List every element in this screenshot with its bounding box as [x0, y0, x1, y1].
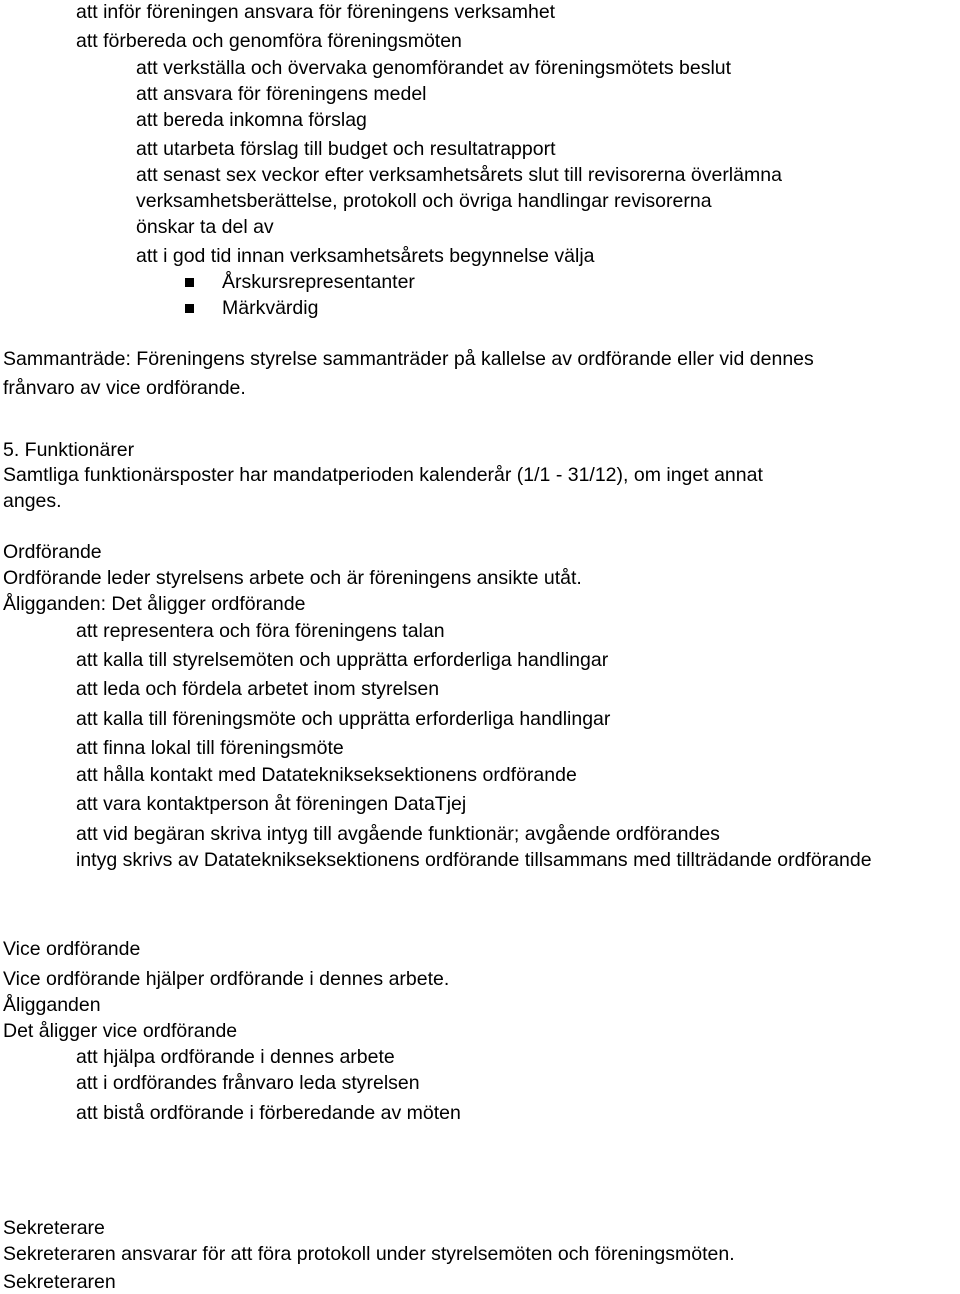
board-duty-line: att i god tid innan verksamhetsårets begynnelse välja: [136, 245, 595, 267]
board-duty-line: att förbereda och genomföra föreningsmöten: [76, 30, 462, 52]
chair-duty: att leda och fördela arbetet inom styrelsen: [76, 678, 440, 700]
secretary-description: Sekreteraren ansvarar för att föra protokoll under styrelsemöten och föreningsmöten.: [3, 1243, 735, 1265]
vice-duty: att hjälpa ordförande i dennes arbete: [76, 1046, 395, 1068]
chair-duty: att finna lokal till föreningsmöte: [76, 737, 344, 759]
secretary-next: Sekreteraren: [3, 1271, 116, 1293]
board-duty-line: att utarbeta förslag till budget och resultatrapport: [136, 138, 556, 160]
chair-duty: att representera och föra föreningens talan: [76, 620, 445, 642]
board-duty-line: att bereda inkomna förslag: [136, 109, 367, 131]
section-text: anges.: [3, 490, 62, 512]
board-duty-line: verksamhetsberättelse, protokoll och övriga handlingar revisorerna: [136, 190, 712, 212]
section-heading: 5. Funktionärer: [3, 439, 135, 461]
chair-duty: att kalla till styrelsemöten och upprätta erforderliga handlingar: [76, 649, 609, 671]
chair-duty: intyg skrivs av Datateknikseksektionens ordförande tillsammans med tillträdande ordförande: [76, 849, 872, 871]
secretary-heading: Sekreterare: [3, 1217, 105, 1239]
chair-duty: att vid begäran skriva intyg till avgående funktionär; avgående ordförandes: [76, 823, 720, 845]
vice-duty: att bistå ordförande i förberedande av möten: [76, 1102, 461, 1124]
vice-duty: att i ordförandes frånvaro leda styrelsen: [76, 1072, 420, 1094]
chair-duties-intro: Åligganden: Det åligger ordförande: [3, 593, 306, 615]
section-text: Samtliga funktionärsposter har mandatperioden kalenderår (1/1 - 31/12), om inget annat: [3, 464, 763, 486]
square-bullet-icon: [185, 304, 194, 313]
vice-duties-label: Åligganden: [3, 994, 101, 1016]
bullet-item: Årskursrepresentanter: [222, 271, 415, 293]
bullet-item: Märkvärdig: [222, 297, 319, 319]
board-duty-line: att ansvara för föreningens medel: [136, 83, 427, 105]
chair-duty: att vara kontaktperson åt föreningen DataTjej: [76, 793, 467, 815]
vice-duties-intro: Det åligger vice ordförande: [3, 1020, 238, 1042]
meeting-text: frånvaro av vice ordförande.: [3, 377, 246, 399]
vice-description: Vice ordförande hjälper ordförande i dennes arbete.: [3, 968, 450, 990]
board-duty-line: att senast sex veckor efter verksamhetsårets slut till revisorerna överlämna: [136, 164, 782, 186]
square-bullet-icon: [185, 278, 194, 287]
chair-duty: att hålla kontakt med Datateknikseksektionens ordförande: [76, 764, 577, 786]
chair-heading: Ordförande: [3, 541, 102, 563]
board-duty-line: att verkställa och övervaka genomförandet av föreningsmötets beslut: [136, 57, 732, 79]
board-duty-line: önskar ta del av: [136, 216, 274, 238]
board-duty-line: att inför föreningen ansvara för föreningens verksamhet: [76, 1, 556, 23]
meeting-text: Sammanträde: Föreningens styrelse sammanträder på kallelse av ordförande eller vid dennes: [3, 348, 814, 370]
chair-description: Ordförande leder styrelsens arbete och är föreningens ansikte utåt.: [3, 567, 582, 589]
vice-heading: Vice ordförande: [3, 938, 141, 960]
chair-duty: att kalla till föreningsmöte och upprätta erforderliga handlingar: [76, 708, 611, 730]
